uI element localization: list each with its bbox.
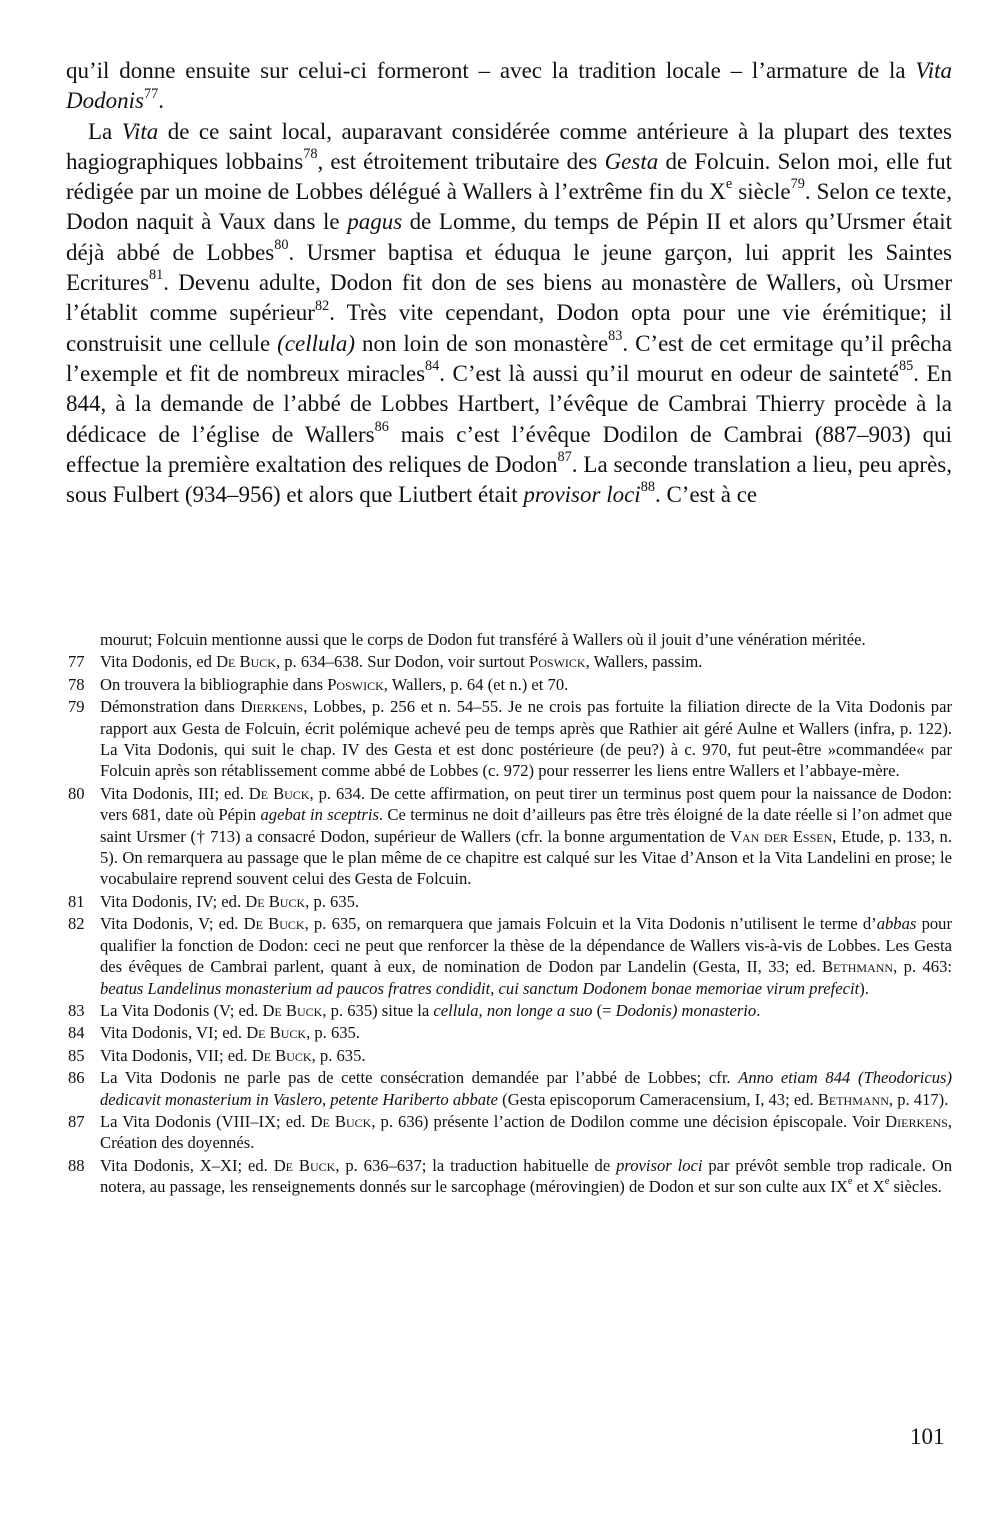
footnote-ref: 79 [790,176,805,193]
author-name: De Buck [245,891,306,911]
footnote-number: 87 [68,1111,85,1131]
footnote-ref: 87 [557,449,572,466]
text: . Très vite cependant, Dodon opta pour une vie érémitique; il construisit une cellule [66,300,952,356]
footnote-ref: 84 [425,358,440,375]
text: La [88,118,122,144]
text: qu’il donne ensuite sur celui-ci formeront – avec la tradition locale – l’armature de la [66,58,916,83]
text: , p. 635. [306,1023,360,1043]
italic-text: provisor loci [616,1155,703,1175]
text: , Création des doyennés. [100,1111,952,1153]
author-name: De Buck [248,783,310,803]
text: , p. 635, on remarquera que jamais Folcuin et la Vita Dodonis n’utilisent le terme d’ [304,914,877,934]
text: . C’est de cet ermitage qu’il prêcha l’exemple et fit de nombreux miracles [66,330,952,386]
italic-text: Vita [121,118,159,144]
text: , p. 417). [888,1089,949,1109]
text: . Selon ce texte, Dodon naquit à Vaux dans le [66,179,952,235]
italic-text: provisor loci [523,482,641,508]
author-name: De Buck [251,1045,312,1065]
text: . [158,88,164,114]
text: . La seconde translation a lieu, peu après, sous Fulbert (934–956) et alors que Liutbert était [66,451,952,508]
italic-text: beatus Landelinus monasterium ad paucos fratres condidit, cui sanctum Dodonem bonae memoriae virum prefecit [100,978,860,998]
text: mais c’est l’évêque Dodilon de Cambrai (887–903) qui effectue la première exaltation des reliques de Dodon [66,421,952,477]
text: Vita Dodonis, III; ed. [100,783,249,803]
italic-text: Anno etiam 844 (Theodoricus) dedicavit monasterium in Vaslero, petente Hariberto abbate [100,1068,952,1109]
text: , Wallers, p. 64 (et n.) et 70. [383,674,569,694]
text: Vita Dodonis, IV; ed. [100,891,246,911]
footnote-number: 81 [68,891,85,911]
text: , p. 635. [311,1045,366,1065]
footnote-ref: 78 [303,146,318,163]
page-number: 101 [910,1424,945,1449]
footnote-ref: 80 [274,237,289,253]
footnote-81 [68,891,952,912]
italic-text: Dodonis) monasterio [615,1000,757,1020]
text: par prévôt semble trop radicale. On notera, au passage, les renseignements donnés sur le sarcophage (mérovingien) de Dodon et sur son culte aux IX [100,1155,953,1197]
footnote-86 [68,1067,952,1110]
footnote-number: 85 [68,1045,85,1065]
italic-text: Vita Dodonis [66,58,952,114]
text: La Vita Dodonis (V; ed. [100,1000,263,1020]
author-name: De Buck [216,652,276,672]
footnote-88 [68,1155,952,1198]
text: , p. 635. [305,891,360,911]
footnote-number: 80 [68,783,85,803]
author-name: Poswick [529,652,586,672]
italic-text: abbas [876,914,917,934]
footnote-79 [68,696,952,782]
footnote-number: 88 [68,1155,85,1175]
text: , est étroitement tributaire des [317,148,605,174]
superscript: e [884,1176,890,1188]
footnotes [68,629,953,1199]
author-name: De Buck [243,914,305,934]
text: . En 844, à la demande de l’abbé de Lobbes Hartbert, l’évêque de Cambrai Thierry procède à la dédicace de l’église de Wallers [66,360,952,447]
main-text [66,56,952,510]
text: . C’est là aussi qu’il mourut en odeur de sainteté [439,360,900,386]
superscript: e [847,1176,853,1188]
footnote-ref: 86 [374,418,389,435]
text: de Lomme, du temps de Pépin II et alors qu’Ursmer était déjà abbé de Lobbes [66,209,953,265]
footnote-number: 79 [68,697,85,717]
text: Vita Dodonis, V; ed. [100,914,244,934]
text: Vita Dodonis, VII; ed. [100,1045,252,1065]
text: . Ce terminus ne doit d’ailleurs pas être très éloigné de la date réelle si l’on admet que saint Ursmer († 713) a consacré Dodon, supérieur de Wallers (cfr. la bonne argumentation de [100,805,952,846]
text: , p. 636–637; la traduction habituelle de [335,1155,617,1175]
text: ). [859,978,869,998]
text: , p. 634–638. Sur Dodon, voir surtout [275,652,530,672]
author-name: Bethmann [822,957,894,977]
italic-text: cellula, non longe a suo [433,1000,593,1020]
footnote-number: 83 [68,1000,85,1020]
text: Vita Dodonis, X–XI; ed. [100,1155,274,1175]
text: , Lobbes, p. 256 et n. 54–55. Je ne crois pas fortuite la filiation directe de la Vita Dodonis par rapport aux Gesta de Folcuin, écrit polémique achevé peu de temps après que Rathier ait géré Aulne et Wallers (infra, p. 122). La Vita Dodonis, qui suit le chap. IV des Gesta et est donc postérieure (de peu?) à c. 970, fut peut-être »commandée« par Folcuin après son rétablissement comme abbé de Lobbes (c. 972) pour resserrer les liens entre Wallers et l’abbaye-mère. [100,697,952,781]
footnote-ref: 77 [143,85,159,102]
footnote-84 [68,1022,952,1043]
footnote-85 [68,1045,952,1066]
footnote-ref: 81 [149,267,164,284]
footnote-number: 82 [68,914,85,934]
text: de Folcuin. Selon moi, elle fut rédigée par un moine de Lobbes délégué à Wallers à l’extrême fin du X [66,148,952,205]
text: , Etude, p. 133, n. 5). On remarquera au passage que le plan même de ce chapitre est calqué sur les Vitae d’Anson et la Vita Landelini en prose; le vocabulaire reprend souvent celui des Gesta de Folcuin. [100,826,953,889]
text: La Vita Dodonis ne parle pas de cette consécration demandée par l’abbé de Lobbes; cfr. [100,1068,739,1088]
author-name: De Buck [246,1023,307,1043]
text: Vita Dodonis, ed [100,652,217,672]
text: , p. 636) présente l’action de Dodilon comme une décision épiscopale. Voir [371,1111,886,1131]
superscript: e [725,176,733,193]
author-name: De Buck [262,1000,323,1020]
text: , p. 635) situe la [322,1000,434,1020]
italic-text: agebat in sceptris [260,805,379,825]
text: . Devenu adulte, Dodon fit don de ses biens au monastère de Wallers, où Ursmer l’établit comme supérieur [66,270,952,326]
footnote-continuation [100,629,952,650]
italic-text: pagus [347,209,403,235]
footnote-87 [68,1111,952,1154]
author-name: Poswick [327,674,384,694]
author-name: Dierkens [240,697,304,717]
text: . [756,1000,761,1020]
footnote-82 [68,913,952,999]
text: . Ursmer baptisa et éduqua le jeune garçon, lui apprit les Saintes Ecritures [66,239,952,296]
footnote-ref: 83 [608,327,623,344]
footnote-ref: 88 [640,479,655,496]
footnote-77 [68,651,952,672]
text: (= [592,1000,616,1020]
italic-text: Gesta [604,148,659,174]
footnote-80 [68,783,952,890]
footnote-number: 77 [68,652,85,672]
text: Démonstration dans [100,697,241,717]
author-name: De Buck [273,1155,336,1175]
italic-text: (cellula) [277,330,356,356]
text: , p. 463: [893,957,952,977]
author-name: Bethmann [817,1089,889,1109]
text: mourut; Folcuin mentionne aussi que le corps de Dodon fut transféré à Wallers où il jouit d’une vénération méritée. [100,630,866,649]
text: (Gesta episcoporum Cameracensium, I, 43; ed. [498,1089,818,1109]
text: La Vita Dodonis (VIII–IX; ed. [100,1111,311,1131]
text: pour qualifier la fonction de Dodon: ceci ne peut que renforcer la thèse de la dépendance de Wallers vis-à-vis de Lobbes. Les Gesta des évêques de Cambrai parlent, quant à eux, de nomination de Dodon par Landelin (Gesta, II, 33; ed. [100,914,952,977]
text: de ce saint local, auparavant considérée comme antérieure à la plupart des textes hagiographiques lobbains [66,118,952,174]
text: , p. 634. De cette affirmation, on peut tirer un terminus post quem pour la naissance de Dodon: vers 681, date où Pépin [100,783,952,825]
text: siècle [732,179,791,205]
text: , Wallers, passim. [585,652,703,672]
footnote-number: 86 [68,1068,85,1088]
footnote-ref: 85 [899,358,914,375]
paragraph-1 [66,56,952,117]
footnote-83 [68,1000,952,1021]
text: On trouvera la bibliographie dans [100,674,328,694]
footnote-ref: 82 [314,297,330,314]
text: et X [852,1177,885,1197]
paragraph-2 [66,117,952,511]
author-name: Dierkens [885,1111,948,1131]
author-name: De Buck [310,1111,372,1131]
text: . C’est à ce [654,482,758,508]
text: siècles. [889,1177,942,1197]
text: non loin de son monastère [355,330,609,356]
footnote-78 [68,674,952,695]
text: Vita Dodonis, VI; ed. [100,1023,247,1043]
author-name: Van der Essen [730,826,833,846]
footnote-number: 78 [68,674,85,694]
footnote-number: 84 [68,1023,85,1043]
